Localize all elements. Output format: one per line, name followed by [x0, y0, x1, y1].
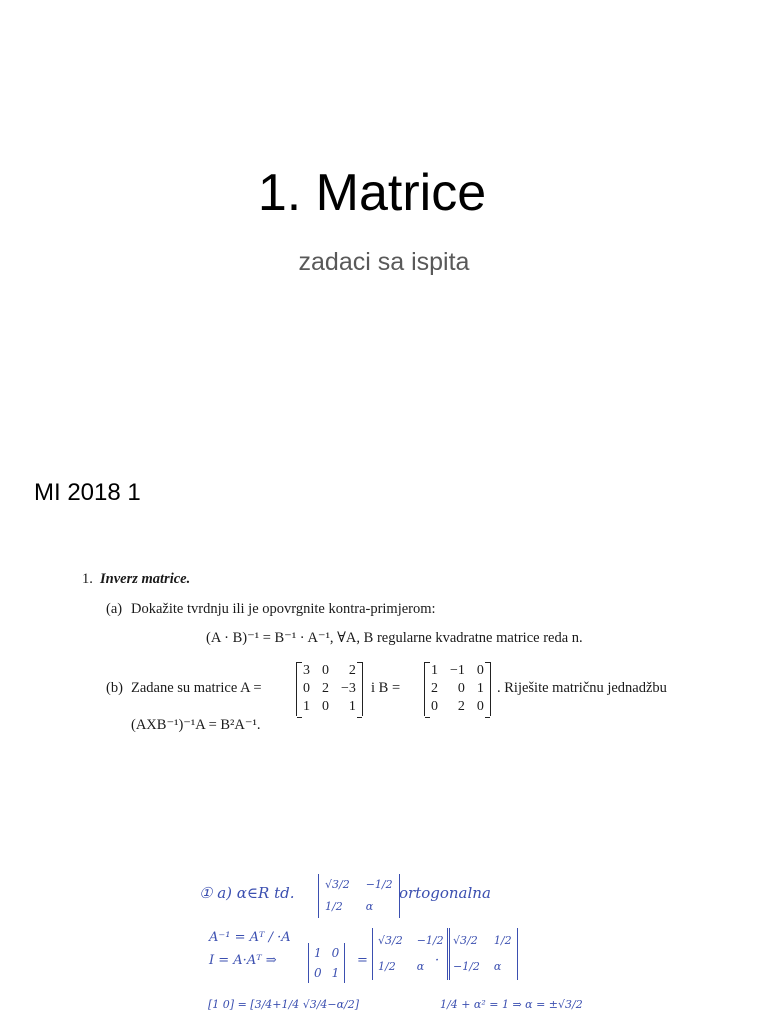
hw-line1-suffix: ortogonalna: [399, 884, 491, 902]
matrix-a-cell: 1: [348, 699, 356, 714]
matrix-a-cell: 0: [322, 699, 329, 714]
slide-subtitle: zadaci sa ispita: [298, 248, 470, 276]
hw-line2: A⁻¹ = Aᵀ / ·A: [209, 930, 291, 945]
matrix-b-cell: 2: [457, 699, 465, 714]
matrix-b-cell: 1: [476, 681, 484, 696]
matrix-a-cell: 3: [303, 663, 310, 678]
part-b-equation: (AXB⁻¹)⁻¹A = B²A⁻¹.: [131, 717, 261, 733]
matrix-b-cell: 1: [431, 663, 438, 678]
part-b-label: (b): [106, 680, 123, 696]
hw-identity-cell: 0: [331, 946, 340, 960]
part-b-mid: i B =: [371, 680, 401, 696]
hw-matrix-a-cell: √3/2: [378, 934, 403, 947]
matrix-a-cell: 1: [303, 699, 310, 714]
matrix-b: [424, 662, 491, 716]
hw-identity: [308, 943, 345, 983]
problem-number: 1.: [82, 571, 93, 587]
hw-matrix-at: [447, 928, 518, 980]
section-heading: MI 2018 1: [34, 479, 141, 506]
hw-line4-left: [1 0] = [3/4+1/4 √3/4−α/2]: [208, 998, 360, 1011]
hw-line1-prefix: ① a) α∈R td.: [199, 884, 295, 902]
matrix-b-cell: −1: [450, 663, 465, 678]
matrix-b-cell: 0: [431, 699, 438, 714]
hw-eq: =: [357, 953, 368, 968]
hw-identity-cell: 1: [331, 966, 340, 980]
matrix-a-cell: −3: [341, 681, 356, 696]
matrix-b-cell: 0: [476, 699, 484, 714]
matrix-a-cell: 2: [348, 663, 356, 678]
hw-matrix-a-cell: 1/2: [378, 960, 396, 973]
hw-line3: I = A·Aᵀ ⇒: [209, 953, 277, 968]
matrix-a-cell: 0: [322, 663, 329, 678]
part-a-text: Dokažite tvrdnju ili je opovrgnite kontra-primjerom:: [131, 601, 436, 617]
hw-matrix-at-cell: 1/2: [493, 934, 512, 947]
hw-matrix-cell: α: [365, 900, 374, 913]
hw-dot: ·: [435, 953, 440, 968]
part-a-formula: (A · B)⁻¹ = B⁻¹ · A⁻¹, ∀A, B regularne kvadratne matrice reda n.: [206, 630, 583, 646]
hw-identity-cell: 0: [314, 966, 322, 980]
matrix-a: [296, 662, 363, 716]
hw-matrix-cell: −1/2: [365, 878, 393, 891]
part-b-intro: Zadane su matrice A =: [131, 680, 262, 696]
part-b-outro: . Riješite matričnu jednadžbu: [497, 680, 667, 696]
hw-matrix-cell: √3/2: [325, 878, 350, 891]
matrix-a-cell: 2: [322, 681, 329, 696]
slide-title: 1. Matrice: [257, 164, 487, 222]
hw-matrix-a-cell: −1/2: [416, 934, 444, 947]
matrix-b-cell: 0: [476, 663, 484, 678]
hw-matrix-a-cell: α: [416, 960, 425, 973]
hw-matrix-at-cell: α: [493, 960, 502, 973]
hw-identity-cell: 1: [314, 946, 322, 960]
part-a-label: (a): [106, 601, 123, 617]
matrix-a-cell: 0: [303, 681, 310, 696]
hw-matrix-at-cell: −1/2: [453, 960, 480, 973]
matrix-b-cell: 2: [431, 681, 438, 696]
hw-matrix-at-cell: √3/2: [453, 934, 478, 947]
hw-matrix-cell: 1/2: [325, 900, 343, 913]
hw-line4-right: 1/4 + α² = 1 ⇒ α = ±√3/2: [440, 998, 583, 1011]
hw-matrix: [318, 874, 400, 918]
problem-heading: Inverz matrice.: [100, 571, 191, 587]
matrix-b-cell: 0: [457, 681, 465, 696]
